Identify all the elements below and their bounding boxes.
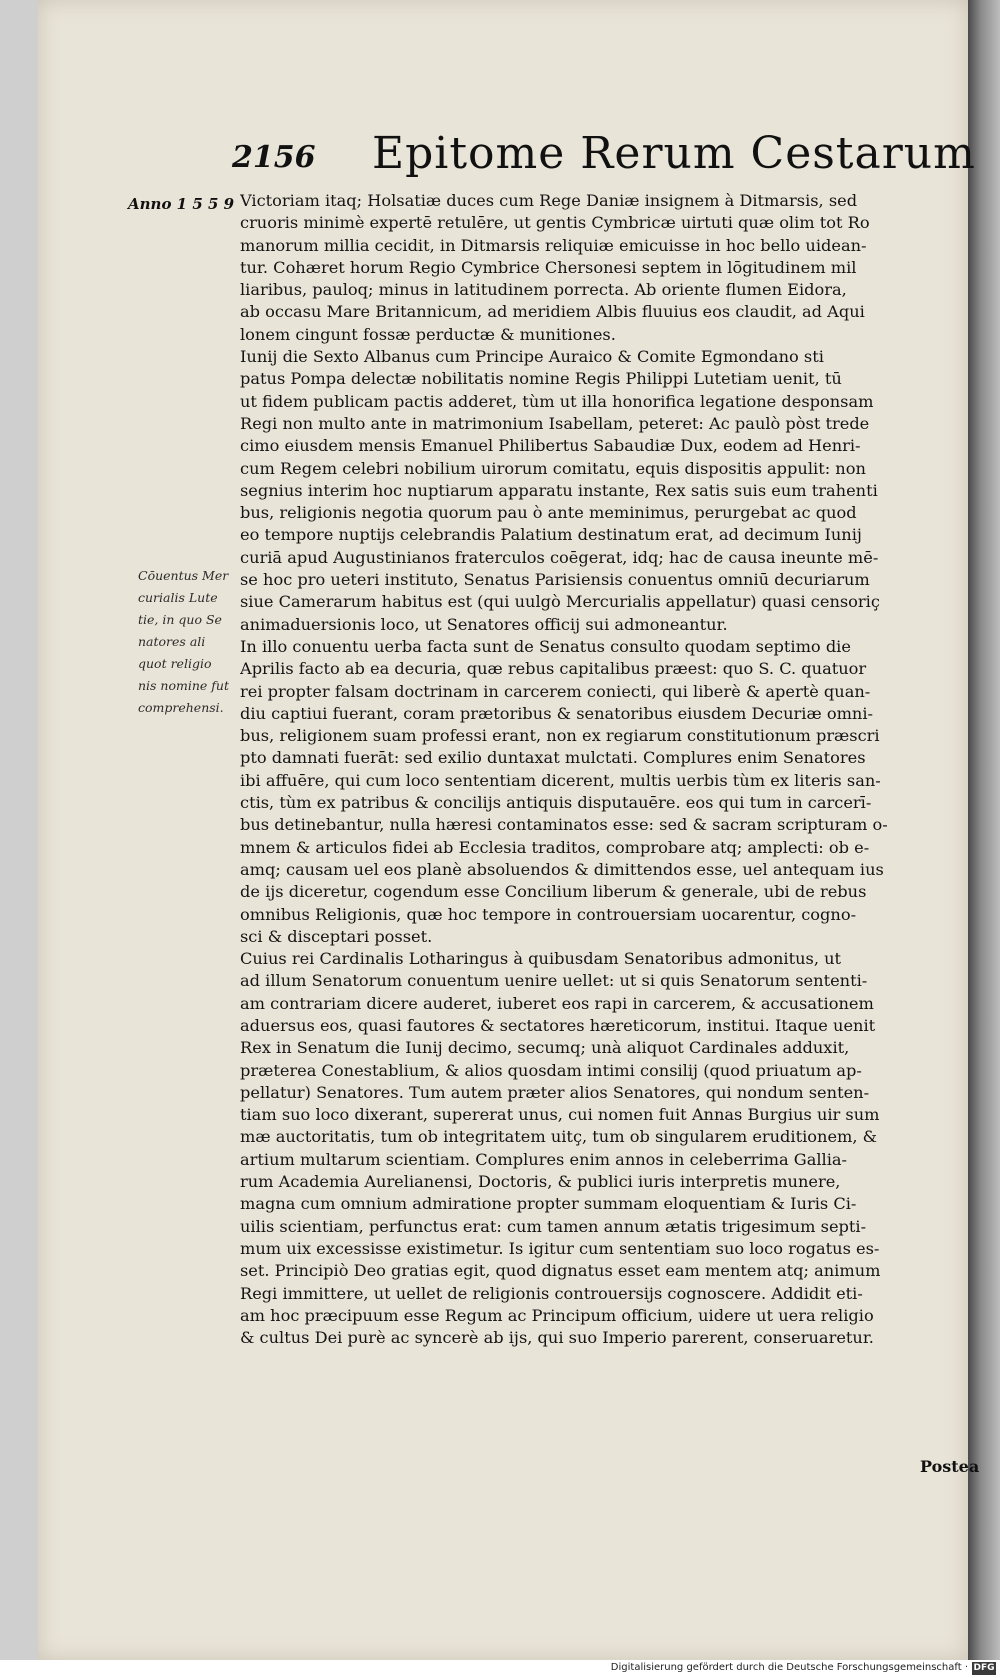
text-line: am hoc præcipuum esse Regum ac Principum officium, uidere ut uera religio [240,1305,874,1325]
text-line: am contrariam dicere auderet, iuberet eos rapi in carcerem, & accusationem [240,993,874,1013]
text-line: pto damnati fuerāt: sed exilio duntaxat mulctati. Complures enim Senatores [240,748,866,768]
text-line: aduersus eos, quasi fautores & sectatores hæreticorum, institui. Itaque uenit [240,1015,876,1035]
text-line: Regi immittere, ut uellet de religionis controuersijs cognoscere. Addidit eti- [240,1283,863,1303]
text-line: rum Academia Aurelianensi, Doctoris, & publici iuris interpretis munere, [240,1172,841,1192]
text-line: amq; causam uel eos planè absoluendos & dimittendos esse, uel antequam ius [240,859,884,879]
body-text [240,190,962,1349]
text-line: cruoris minimè expertē retulēre, ut gentis Cymbricæ uirtuti quæ olim tot Ro [240,213,870,233]
text-line: sci & disceptari posset. [240,926,433,946]
text-line: ibi affuēre, qui cum loco sententiam dicerent, multis uerbis tùm ex literis san- [240,770,881,790]
text-line: Regi non multo ante in matrimonium Isabellam, peteret: Ac paulò pòst trede [240,413,870,433]
text-line: uilis scientiam, perfunctus erat: cum tamen annum ætatis trigesimum septi- [240,1216,867,1236]
text-line: Victoriam itaq; Holsatiæ duces cum Rege Daniæ insignem à Ditmarsis, sed [240,191,858,210]
margin-note-line: tie, in quo Se [138,612,222,627]
text-line: omnibus Religionis, quæ hoc tempore in controuersiam uocarentur, cogno- [240,904,857,924]
text-line: pellatur) Senatores. Tum autem præter alios Senatores, qui nondum senten- [240,1082,870,1102]
text-line: diu captiui fuerant, coram prætoribus & senatoribus eiusdem Decuriæ omni- [240,703,873,723]
text-line: & cultus Dei purè ac syncerè ab ijs, qui suo Imperio parerent, conseruaretur. [240,1328,874,1348]
text-line: bus, religionem suam professi erant, non ex regiarum constitutionum præscri [240,726,880,746]
text-line: ctis, tùm ex patribus & concilijs antiquis disputauēre. eos qui tum in carcerī- [240,793,872,813]
text-line: Cuius rei Cardinalis Lotharingus à quibusdam Senatoribus admonitus, ut [240,949,842,969]
text-line: animaduersionis loco, ut Senatores officij sui admoneantur. [240,614,728,634]
text-line: mæ auctoritatis, tum ob integritatem uitç, tum ob singularem eruditionem, & [240,1127,878,1147]
dfg-logo: DFG [973,1663,995,1673]
text-line: ad illum Senatorum conuentum uenire uellet: ut si quis Senatorum sententi- [240,971,868,991]
text-line: tiam suo loco dixerant, supererat unus, cui nomen fuit Annas Burgius uir sum [240,1105,880,1125]
text-line: se hoc pro ueteri instituto, Senatus Parisiensis conuentus omniū decuriarum [240,570,870,590]
text-line: præterea Conestablium, & alios quosdam intimi consilij (quod priuatum ap- [240,1060,862,1080]
text-line: In illo conuentu uerba facta sunt de Senatus consulto quodam septimo die [240,636,851,656]
text-line: de ijs diceretur, cogendum esse Concilium liberum & generale, ubi de rebus [240,882,867,902]
catchword: Postea [920,1457,980,1476]
text-line: cimo eiusdem mensis Emanuel Philibertus Sabaudiæ Dux, eodem ad Henri- [240,436,861,456]
text-line: liaribus, pauloq; minus in latitudinem porrecta. Ab oriente flumen Eidora, [240,280,847,300]
text-line: set. Principiò Deo gratias egit, quod dignatus esset eam mentem atq; animum [240,1261,881,1281]
text-line: eo tempore nuptijs celebrandis Palatium destinatum erat, ad decimum Iunij [240,525,862,545]
text-line: ab occasu Mare Britannicum, ad meridiem Albis fluuius eos claudit, ad Aqui [240,302,865,322]
margin-note [138,565,248,719]
text-line: ut fidem publicam pactis adderet, tùm ut illa honorifica legatione desponsam [240,391,874,411]
text-line: magna cum omnium admiratione propter summam eloquentiam & Iuris Ci- [240,1194,857,1214]
text-line: segnius interim hoc nuptiarum apparatu instante, Rex satis suis eum trahenti [240,480,878,500]
text-line: cum Regem celebri nobilium uirorum comitatu, equis dispositis appulit: non [240,458,866,478]
margin-note-line: quot religio [138,656,212,671]
text-line: siue Camerarum habitus est (qui uulgò Mercurialis appellatur) quasi censoriç [240,592,880,612]
running-title: Epitome Rerum Cestarum [372,128,976,179]
text-line: Rex in Senatum die Iunij decimo, secumq; unà aliquot Cardinales adduxit, [240,1038,850,1058]
text-line: mum uix excessisse existimetur. Is igitur cum sententiam suo loco rogatus es- [240,1238,880,1258]
text-line: curiā apud Augustinianos fraterculos coēgerat, idq; hac de causa ineunte mē- [240,547,879,567]
margin-note-line: curialis Lute [138,590,218,605]
margin-note-line: comprehensi. [138,700,224,715]
text-line: tur. Cohæret horum Regio Cymbrice Chersonesi septem in lōgitudinem mil [240,257,857,277]
year-marginal-note: Anno 1 5 5 9 [128,195,235,213]
text-line: bus, religionis negotia quorum pau ò ante meminimus, perurgebat ac quod [240,503,857,523]
text-line: bus detinebantur, nulla hæresi contaminatos esse: sed & sacram scripturam o- [240,815,888,835]
margin-note-line: natores ali [138,634,206,649]
margin-note-line: nis nomine fut [138,678,229,693]
book-gutter-edge [968,0,1000,1660]
text-line: manorum millia cecidit, in Ditmarsis reliquiæ emicuisse in hoc bello uidean- [240,235,867,255]
footer-funding-note: Digitalisierung gefördert durch die Deutsche Forschungsgemeinschaft · [610,1662,968,1673]
text-line: mnem & articulos fidei ab Ecclesia traditos, comprobare atq; amplecti: ob e- [240,837,870,857]
text-line: Aprilis facto ab ea decuria, quæ rebus capitalibus præest: quo S. C. quatuor [240,659,867,679]
text-line: patus Pompa delectæ nobilitatis nomine Regis Philippi Lutetiam uenit, tū [240,369,842,389]
margin-note-line: Cōuentus Mer [138,568,229,583]
text-line: rei propter falsam doctrinam in carcerem coniecti, qui liberè & apertè quan- [240,681,871,701]
text-line: Iunij die Sexto Albanus cum Principe Auraico & Comite Egmondano sti [240,347,824,367]
page-number: 2156 [232,140,316,175]
text-line: lonem cingunt fossæ perductæ & munitiones. [240,324,616,344]
text-line: artium multarum scientiam. Complures enim annos in celeberrima Gallia- [240,1149,848,1169]
